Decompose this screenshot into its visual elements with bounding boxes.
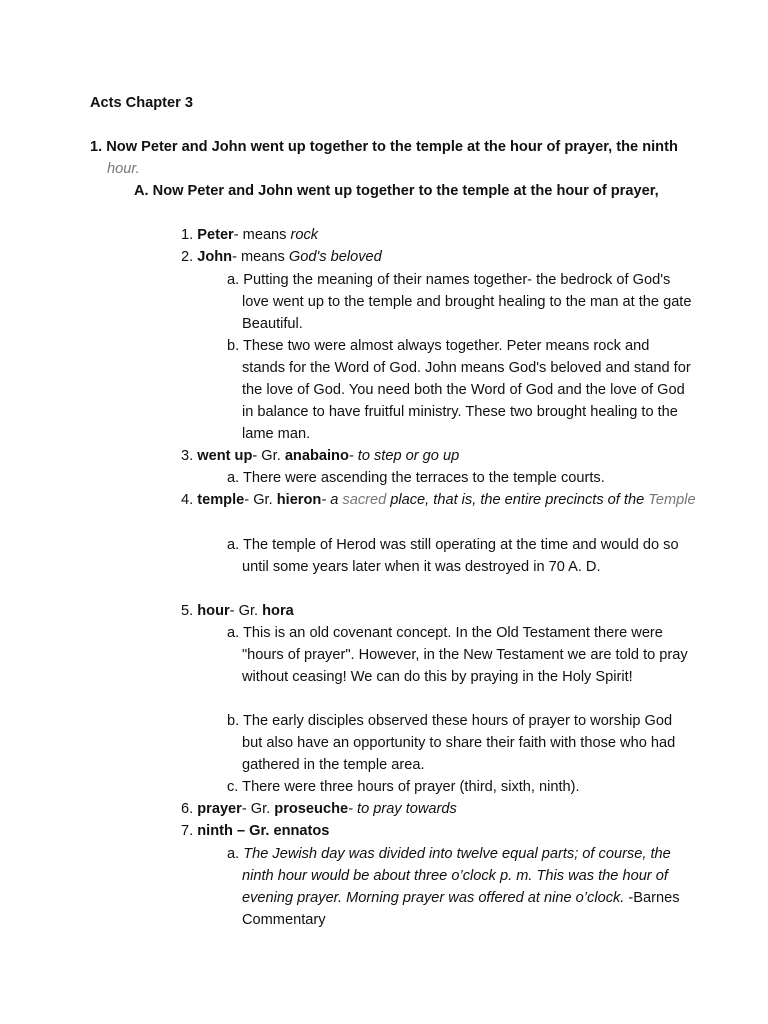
item-text: There were three hours of prayer (third, sixth, ninth). bbox=[242, 779, 580, 795]
term: Peter bbox=[197, 227, 234, 243]
definition-d: Temple bbox=[648, 492, 696, 508]
item-text: Now Peter and John went up together to the temple at the hour of prayer, bbox=[152, 183, 659, 199]
item-text: These two were almost always together. Peter means rock and stands for the Word of God. John means God's beloved and stand for the love of God. You need both the Word of God and the love of God in balance to have fruitful ministry. These two brought healing to the lame man. bbox=[242, 338, 691, 442]
item-text: Putting the meaning of their names together- the bedrock of God's love went up to the temple and brought healing to the man at the gate Beautiful. bbox=[242, 272, 692, 332]
gloss-prefix: - means bbox=[232, 249, 285, 265]
item-number: 2. bbox=[181, 249, 194, 265]
item-number: a. bbox=[227, 272, 240, 288]
item-number: A. bbox=[134, 183, 149, 199]
quote-text: The Jewish day was divided into twelve equal parts; of course, the ninth hour would be about three o’clock p. m. This was the hour of evening prayer. Morning prayer was offered at nine o’clock. bbox=[242, 846, 671, 906]
definition: rock bbox=[290, 227, 319, 243]
gloss-prefix: - Gr. bbox=[229, 603, 259, 619]
outline-item-5-hour bbox=[181, 600, 294, 622]
item-number: a. bbox=[227, 470, 240, 486]
definition-b: sacred bbox=[342, 492, 387, 508]
outline-item-A bbox=[134, 180, 672, 202]
outline-item-3a bbox=[227, 467, 694, 489]
item-number: 5. bbox=[181, 603, 194, 619]
item-number: 1. bbox=[181, 227, 194, 243]
outline-item-6-prayer bbox=[181, 798, 457, 820]
item-number: a. bbox=[227, 625, 240, 641]
item-text: This is an old covenant concept. In the Old Testament there were "hours of prayer". However, in the New Testament we are told to pray without ceasing! We can do this by praying in the Holy Spirit! bbox=[242, 625, 688, 685]
outline-item-2a bbox=[227, 269, 694, 335]
item-number: c. bbox=[227, 779, 239, 795]
term: ninth – Gr. ennatos bbox=[197, 823, 330, 839]
outline-item-2-john bbox=[181, 246, 382, 268]
item-number: b. bbox=[227, 713, 240, 729]
definition: God's beloved bbox=[288, 249, 382, 265]
item-text: Now Peter and John went up together to the temple at the hour of prayer, the ninth bbox=[106, 139, 678, 155]
item-text: The early disciples observed these hours of prayer to worship God but also have an opportunity to share their faith with those who had gathered in the temple area. bbox=[242, 713, 676, 773]
greek-word: anabaino bbox=[284, 448, 349, 464]
outline-item-4a bbox=[227, 534, 694, 578]
document-title: Acts Chapter 3 bbox=[90, 95, 193, 111]
greek-word: hieron bbox=[276, 492, 322, 508]
definition-c: place, that is, the entire precincts of the bbox=[390, 492, 645, 508]
outline-item-2b bbox=[227, 335, 694, 445]
item-number: 1. bbox=[90, 139, 103, 155]
outline-item-1-peter bbox=[181, 224, 318, 246]
outline-item-3-went-up bbox=[181, 445, 459, 467]
item-number: 4. bbox=[181, 492, 194, 508]
gloss-prefix: - Gr. bbox=[241, 801, 271, 817]
gloss-prefix: - Gr. bbox=[252, 448, 281, 464]
gloss-prefix: - means bbox=[233, 227, 287, 243]
item-number: 6. bbox=[181, 801, 194, 817]
term: hour bbox=[197, 603, 230, 619]
term: went up bbox=[197, 448, 253, 464]
item-number: 7. bbox=[181, 823, 194, 839]
outline-item-5a bbox=[227, 622, 694, 688]
outline-item-4-temple bbox=[181, 489, 697, 511]
definition: - to pray towards bbox=[348, 801, 457, 817]
item-number: b. bbox=[227, 338, 240, 354]
item-accent-word: hour. bbox=[107, 161, 140, 177]
outline-item-7a bbox=[227, 843, 694, 931]
item-text: The temple of Herod was still operating at the time and would do so until some years later when it was destroyed in 70 A. D. bbox=[242, 537, 679, 575]
outline-item-5c bbox=[227, 776, 694, 798]
gloss-prefix: - Gr. bbox=[244, 492, 273, 508]
outline-item-1 bbox=[90, 136, 687, 180]
term: John bbox=[197, 249, 233, 265]
definition-a: - a bbox=[321, 492, 339, 508]
quote-source: -Barnes Commentary bbox=[242, 890, 680, 928]
item-number: 3. bbox=[181, 448, 194, 464]
item-number: a. bbox=[227, 537, 240, 553]
term: prayer bbox=[197, 801, 242, 817]
definition: - to step or go up bbox=[348, 448, 460, 464]
item-number: a. bbox=[227, 846, 240, 862]
item-text: There were ascending the terraces to the temple courts. bbox=[242, 470, 605, 486]
outline-item-5b bbox=[227, 710, 694, 776]
greek-word: hora bbox=[262, 603, 294, 619]
outline-item-7-ninth bbox=[181, 820, 329, 842]
greek-word: proseuche bbox=[274, 801, 349, 817]
term: temple bbox=[197, 492, 245, 508]
